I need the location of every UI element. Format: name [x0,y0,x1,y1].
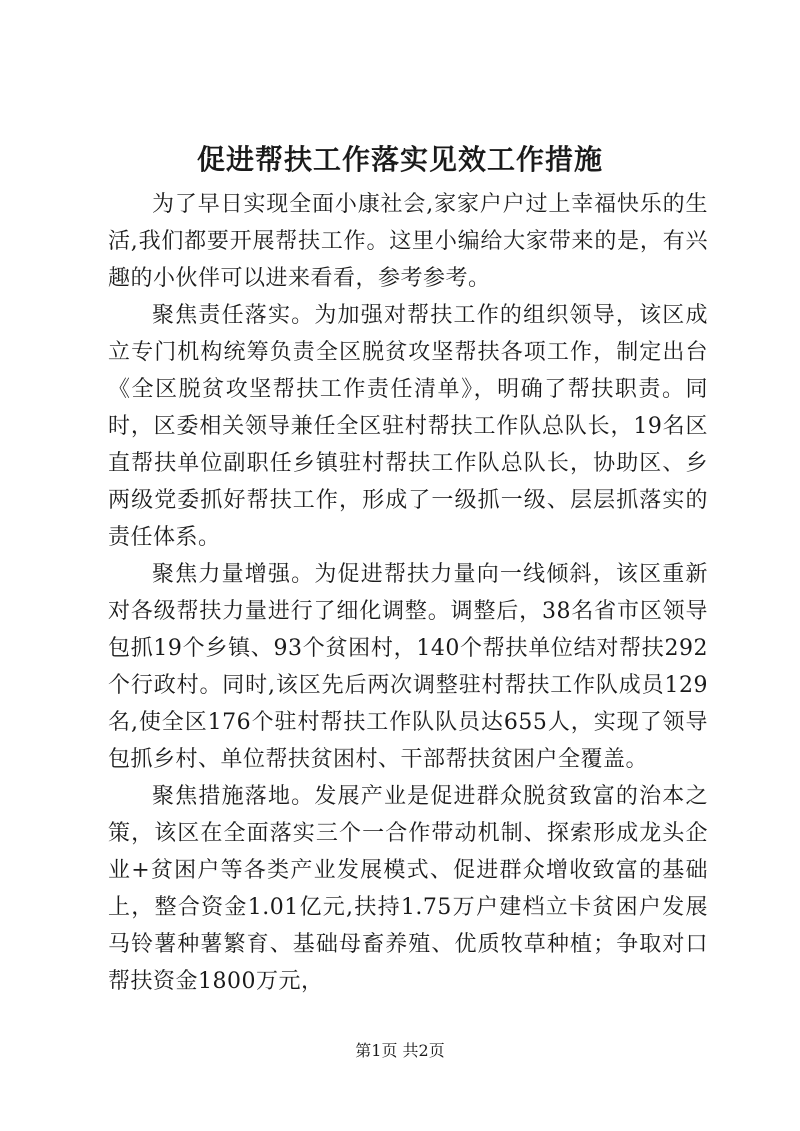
page-number-label: 第1页 共2页 [355,1041,445,1060]
page-footer [0,1041,800,1061]
document-body [108,186,708,1000]
document-title: 促进帮扶工作落实见效工作措施 [196,143,603,176]
paragraph-intro: 为了早日实现全面小康社会,家家户户过上幸福快乐的生活,我们都要开展帮扶工作。这里小编给大家带来的是，有兴趣的小伙伴可以进来看看，参考参考。 [108,192,708,291]
paragraph-responsibility: 聚焦责任落实。为加强对帮扶工作的组织领导，该区成立专门机构统筹负责全区脱贫攻坚帮扶各项工作，制定出台《全区脱贫攻坚帮扶工作责任清单》，明确了帮扶职责。同时，区委相关领导兼任全区驻村帮扶工作队总队长，19名区直帮扶单位副职任乡镇驻村帮扶工作队总队长，协助区、乡两级党委抓好帮扶工作，形成了一级抓一级、层层抓落实的责任体系。 [108,303,708,550]
paragraph-strength: 聚焦力量增强。为促进帮扶力量向一线倾斜，该区重新对各级帮扶力量进行了细化调整。调整后，38名省市区领导包抓19个乡镇、93个贫困村，140个帮扶单位结对帮扶292个行政村。同时,该区先后两次调整驻村帮扶工作队成员129名,使全区176个驻村帮扶工作队队员达655人，实现了领导包抓乡村、单位帮扶贫困村、干部帮扶贫困户全覆盖。 [108,562,708,772]
paragraph-measures: 聚焦措施落地。发展产业是促进群众脱贫致富的治本之策，该区在全面落实三个一合作带动机制、探索形成龙头企业+贫困户等各类产业发展模式、促进群众增收致富的基础上，整合资金1.01亿元,扶持1.75万户建档立卡贫困户发展马铃薯种薯繁育、基础母畜养殖、优质牧草种植；争取对口帮扶资金1800万元， [108,784,708,994]
